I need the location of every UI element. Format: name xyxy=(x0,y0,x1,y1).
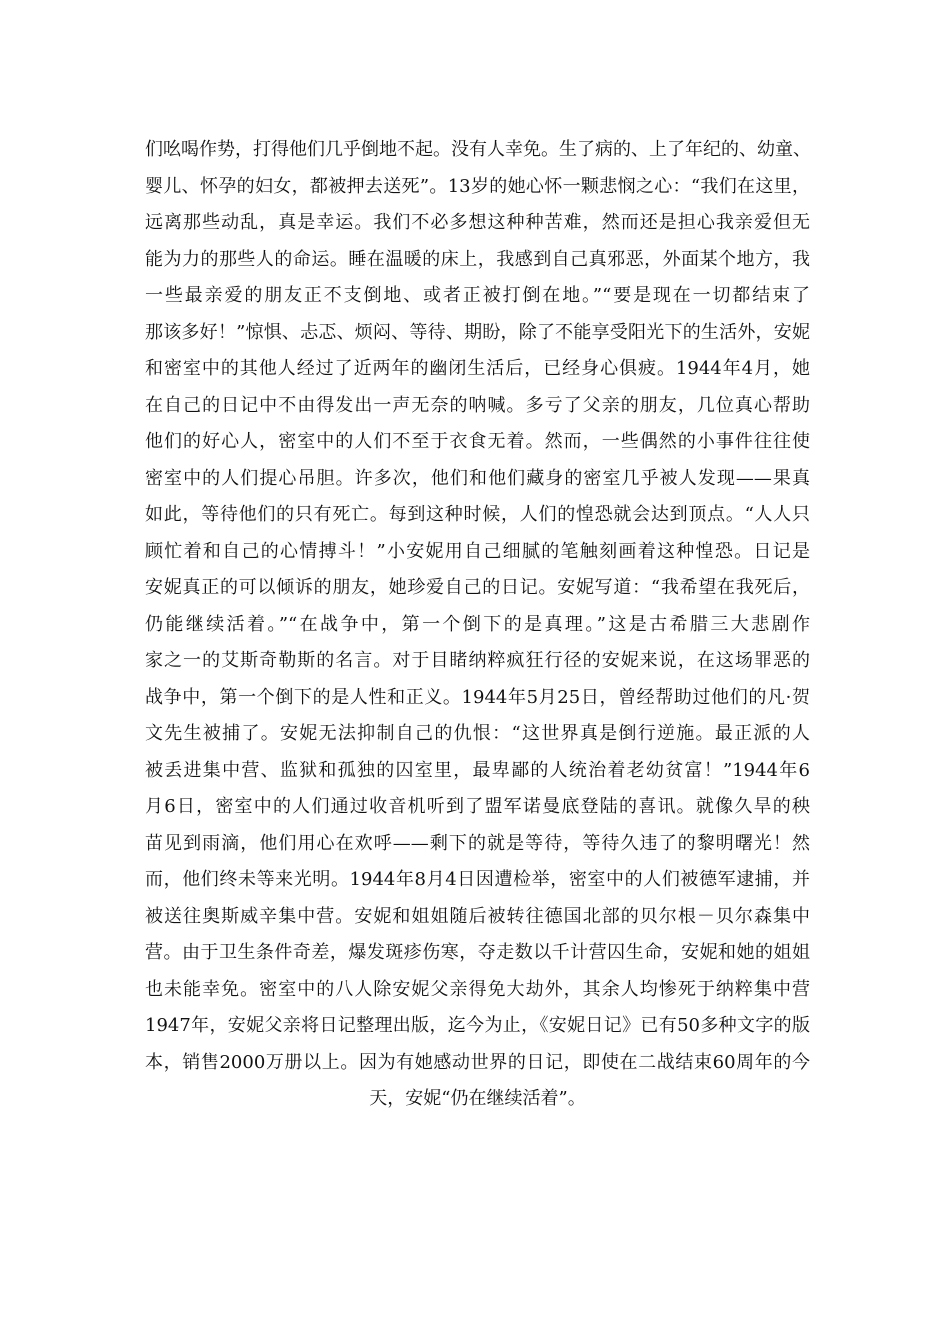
body-text xyxy=(145,132,810,1118)
text-line-final: 天，安妮“仍在继续活着”。 xyxy=(369,1088,586,1109)
text-line: 他们的好心人，密室中的人们不至于衣食无着。然而，一些偶然的小事件往往使 xyxy=(145,431,810,452)
text-line: 和密室中的其他人经过了近两年的幽闭生活后，已经身心俱疲。1944年4月，她 xyxy=(145,358,810,379)
text-line: 苗见到雨滴，他们用心在欢呼——剩下的就是等待，等待久违了的黎明曙光！然 xyxy=(145,832,810,854)
text-line: 战争中，第一个倒下的是人性和正义。1944年5月25日，曾经帮助过他们的凡·贺 xyxy=(145,686,810,708)
text-line: 而，他们终未等来光明。1944年8月4日因遭检举，密室中的人们被德军逮捕，并 xyxy=(145,869,810,890)
text-line: 家之一的艾斯奇勒斯的名言。对于目睹纳粹疯狂行径的安妮来说，在这场罪恶的 xyxy=(145,650,810,671)
text-line: 也未能幸免。密室中的八人除安妮父亲得免大劫外，其余人均惨死于纳粹集中营 xyxy=(145,978,810,1000)
text-line: 密室中的人们提心吊胆。许多次，他们和他们藏身的密室几乎被人发现——果真 xyxy=(145,467,810,489)
text-line: 文先生被捕了。安妮无法抑制自己的仇恨：“这世界真是倒行逆施。最正派的人 xyxy=(145,723,810,744)
text-line: 婴儿、怀孕的妇女，都被押去送死”。13岁的她心怀一颗悲悯之心：“我们在这里， xyxy=(145,175,810,197)
text-line: 营。由于卫生条件奇差，爆发斑疹伤寒，夺走数以千计营囚生命，安妮和她的姐姐 xyxy=(145,942,810,963)
text-line: 们吆喝作势，打得他们几乎倒地不起。没有人幸免。生了病的、上了年纪的、幼童、 xyxy=(145,139,811,160)
text-line: 仍能继续活着。”“在战争中，第一个倒下的是真理。”这是古希腊三大悲剧作 xyxy=(145,613,810,635)
text-line: 顾忙着和自己的心情搏斗！”小安妮用自己细腻的笔触刻画着这种惶恐。日记是 xyxy=(145,540,810,562)
text-line: 能为力的那些人的命运。睡在温暖的床上，我感到自己真邪恶，外面某个地方，我 xyxy=(145,248,810,270)
text-line: 在自己的日记中不由得发出一声无奈的呐喊。多亏了父亲的朋友，几位真心帮助 xyxy=(145,394,810,416)
text-line: 月6日，密室中的人们通过收音机听到了盟军诺曼底登陆的喜讯。就像久旱的秧 xyxy=(145,796,810,817)
text-line: 1947年，安妮父亲将日记整理出版，迄今为止，《安妮日记》已有50多种文字的版 xyxy=(145,1015,810,1036)
text-line: 被送往奥斯威辛集中营。安妮和姐姐随后被转往德国北部的贝尔根－贝尔森集中 xyxy=(145,905,810,927)
text-line: 那该多好！”惊惧、忐忑、烦闷、等待、期盼，除了不能享受阳光下的生活外，安妮 xyxy=(145,321,810,343)
text-line: 安妮真正的可以倾诉的朋友，她珍爱自己的日记。安妮写道：“我希望在我死后， xyxy=(145,577,810,598)
text-line: 远离那些动乱，真是幸运。我们不必多想这种种苦难，然而还是担心我亲爱但无 xyxy=(145,212,810,233)
text-line: 被丢进集中营、监狱和孤独的囚室里，最卑鄙的人统治着老幼贫富！”1944年6 xyxy=(145,759,810,781)
text-line: 如此，等待他们的只有死亡。每到这种时候，人们的惶恐就会达到顶点。“人人只 xyxy=(145,504,810,525)
text-line: 一些最亲爱的朋友正不支倒地、或者正被打倒在地。”“要是现在一切都结束了 xyxy=(145,285,810,306)
text-line: 本，销售2000万册以上。因为有她感动世界的日记，即使在二战结束60周年的今 xyxy=(145,1051,810,1073)
